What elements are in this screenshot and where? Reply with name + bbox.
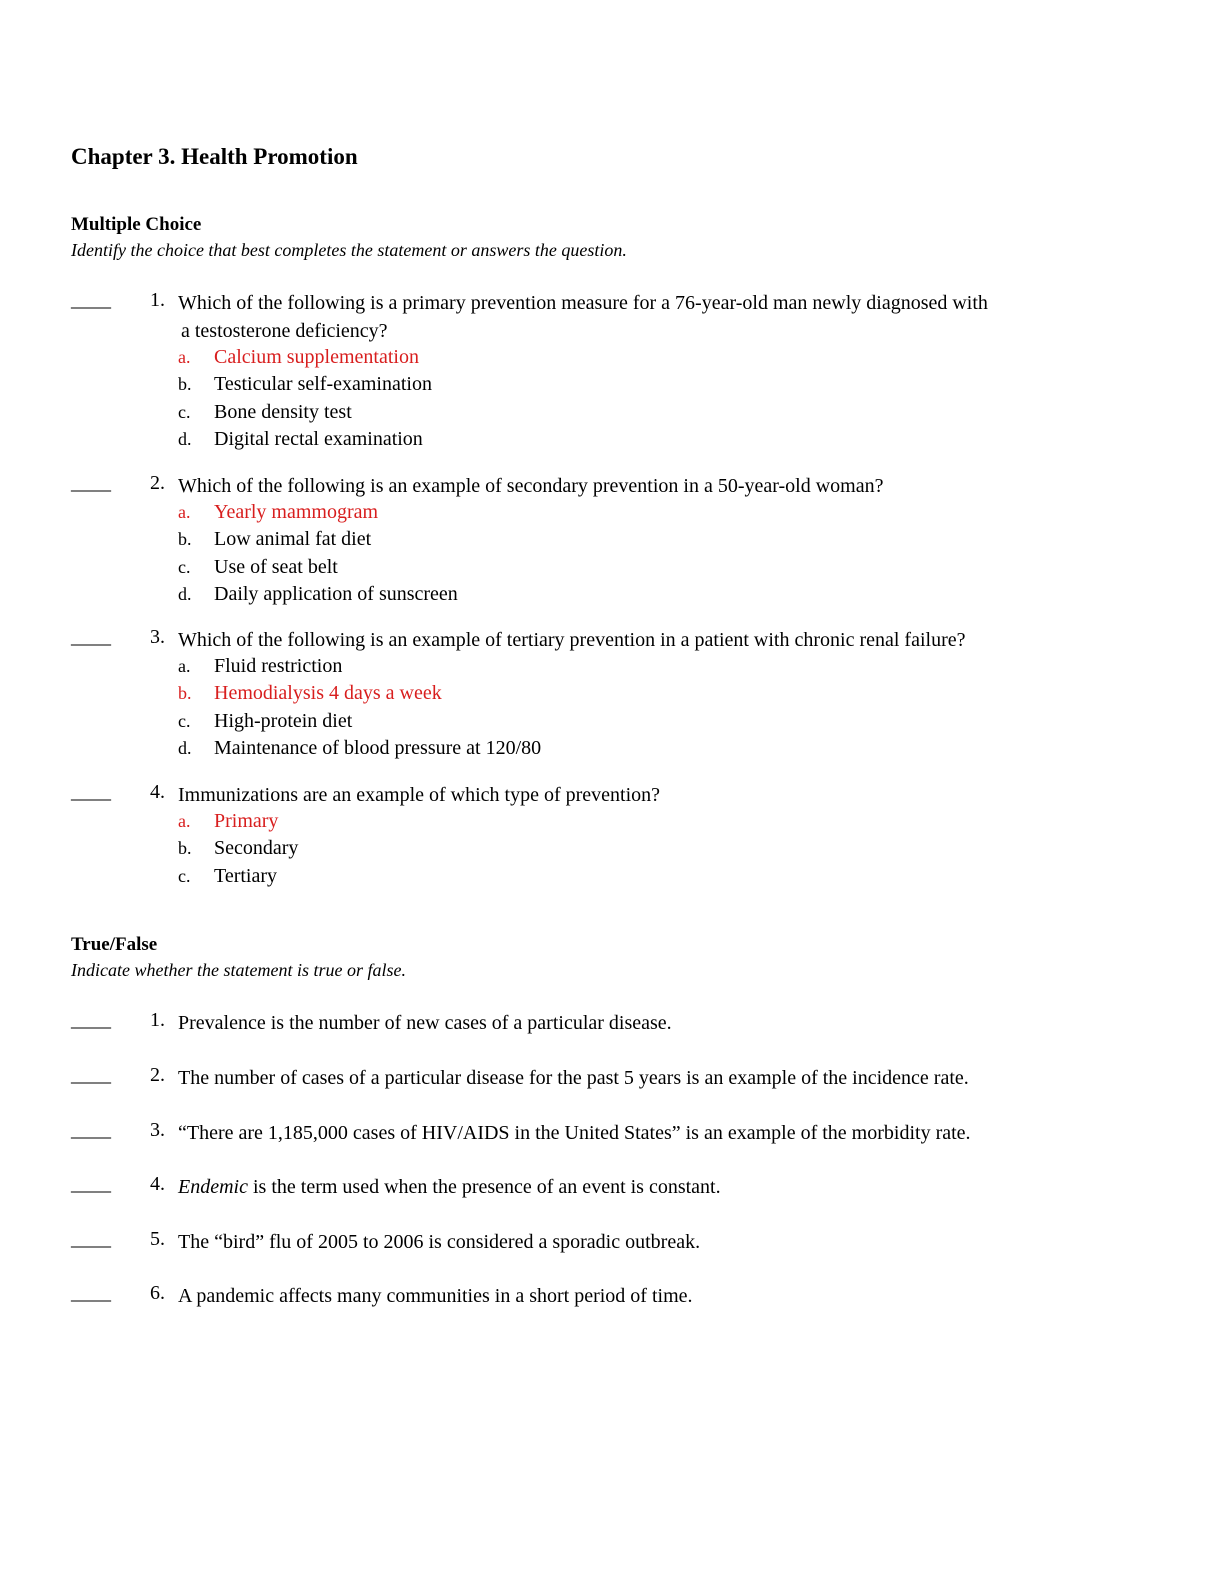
tf-question xyxy=(71,1064,1171,1092)
question-text: The “bird” flu of 2005 to 2006 is considered a sporadic outbreak. xyxy=(178,1231,701,1253)
answer-blank[interactable]: ____ xyxy=(71,1119,111,1141)
option-text: Low animal fat diet xyxy=(214,528,372,551)
option-letter: a. xyxy=(178,502,191,522)
options-list xyxy=(178,808,1078,890)
option-letter: b. xyxy=(178,838,192,859)
options-list xyxy=(178,344,1078,453)
question-line xyxy=(71,472,1171,500)
question-line xyxy=(71,1064,1171,1092)
tf-section-instructions: Indicate whether the statement is true or false. xyxy=(71,960,406,980)
question-text: Which of the following is an example of tertiary prevention in a patient with chronic renal failure? xyxy=(178,629,966,651)
option-letter: c. xyxy=(178,865,191,886)
question-number: 3. xyxy=(150,1119,165,1141)
answer-blank[interactable]: ____ xyxy=(71,781,111,803)
option-text: Daily application of sunscreen xyxy=(214,582,458,605)
option-letter: d. xyxy=(178,583,192,604)
question-line xyxy=(71,1228,1171,1256)
mc-question xyxy=(71,289,1171,450)
option-d[interactable] xyxy=(178,426,1078,453)
question-text: Which of the following is an example of secondary prevention in a 50-year-old woman? xyxy=(178,475,884,497)
question-text: Prevalence is the number of new cases of a particular disease. xyxy=(178,1012,672,1034)
option-text: Bone density test xyxy=(214,400,352,423)
option-a[interactable] xyxy=(178,653,1078,680)
question-number: 1. xyxy=(150,289,165,311)
option-text: Primary xyxy=(214,810,279,832)
answer-blank[interactable]: ____ xyxy=(71,1282,111,1304)
tf-question xyxy=(71,1228,1171,1256)
option-d[interactable] xyxy=(178,735,1078,762)
option-text: High-protein diet xyxy=(214,709,353,732)
option-c[interactable] xyxy=(178,863,1078,890)
question-number: 4. xyxy=(150,1173,165,1195)
options-list xyxy=(178,653,1078,762)
option-letter: a. xyxy=(178,811,191,831)
option-text: Maintenance of blood pressure at 120/80 xyxy=(214,736,542,759)
question-line xyxy=(71,1173,1171,1201)
option-letter: b. xyxy=(178,683,192,704)
option-text: Yearly mammogram xyxy=(214,501,379,523)
answer-blank[interactable]: ____ xyxy=(71,626,111,648)
option-a[interactable] xyxy=(178,344,1078,371)
option-letter: a. xyxy=(178,656,191,676)
mc-section-instructions: Identify the choice that best completes the statement or answers the question. xyxy=(71,240,627,260)
question-text: Which of the following is a primary prevention measure for a 76-year-old man newly diagnosed with xyxy=(178,292,988,314)
question-line xyxy=(71,626,1171,654)
options-list xyxy=(178,499,1078,608)
option-a[interactable] xyxy=(178,808,1078,835)
option-letter: b. xyxy=(178,529,192,550)
question-number: 4. xyxy=(150,781,165,803)
option-letter: d. xyxy=(178,428,192,449)
mc-question xyxy=(71,626,1171,759)
answer-blank[interactable]: ____ xyxy=(71,1064,111,1086)
tf-question xyxy=(71,1282,1171,1310)
answer-blank[interactable]: ____ xyxy=(71,1173,111,1195)
question-text xyxy=(178,1173,1168,1201)
option-letter: a. xyxy=(178,347,191,367)
tf-question xyxy=(71,1119,1171,1147)
tf-question xyxy=(71,1173,1171,1201)
option-text: Tertiary xyxy=(214,864,278,887)
question-number: 1. xyxy=(150,1009,165,1031)
answer-blank[interactable]: ____ xyxy=(71,1009,111,1031)
question-number: 2. xyxy=(150,1064,165,1086)
question-text: Immunizations are an example of which type of prevention? xyxy=(178,784,661,806)
answer-blank[interactable]: ____ xyxy=(71,472,111,494)
option-c[interactable] xyxy=(178,708,1078,735)
option-c[interactable] xyxy=(178,554,1078,581)
option-b[interactable] xyxy=(178,371,1078,398)
question-text-continuation: a testosterone deficiency? xyxy=(181,320,388,342)
question-number: 6. xyxy=(150,1282,165,1304)
answer-blank[interactable]: ____ xyxy=(71,289,111,311)
tf-section-heading: True/False xyxy=(71,934,158,955)
option-text: Testicular self-examination xyxy=(214,373,432,396)
tf-question xyxy=(71,1009,1171,1037)
option-c[interactable] xyxy=(178,399,1078,426)
question-line xyxy=(71,1119,1171,1147)
question-number: 3. xyxy=(150,626,165,648)
option-b[interactable] xyxy=(178,835,1078,862)
option-a[interactable] xyxy=(178,499,1078,526)
option-text: Fluid restriction xyxy=(214,655,343,677)
question-line xyxy=(71,1282,1171,1310)
question-line xyxy=(71,781,1171,809)
question-line-continuation xyxy=(71,317,1171,345)
question-number: 5. xyxy=(150,1228,165,1250)
option-letter: d. xyxy=(178,737,192,758)
question-text: A pandemic affects many communities in a short period of time. xyxy=(178,1285,693,1307)
question-term-italic: Endemic xyxy=(178,1176,248,1198)
option-b[interactable] xyxy=(178,680,1078,707)
option-text: Use of seat belt xyxy=(214,555,338,578)
option-b[interactable] xyxy=(178,526,1078,553)
chapter-title: Chapter 3. Health Promotion xyxy=(71,144,358,169)
question-text: “There are 1,185,000 cases of HIV/AIDS in the United States” is an example of the morbidity rate. xyxy=(178,1122,971,1144)
answer-blank[interactable]: ____ xyxy=(71,1228,111,1250)
question-line xyxy=(71,289,1171,317)
option-letter: c. xyxy=(178,556,191,577)
mc-question xyxy=(71,472,1171,605)
question-text: The number of cases of a particular disease for the past 5 years is an example of the incidence rate. xyxy=(178,1067,969,1089)
question-number: 2. xyxy=(150,472,165,494)
option-letter: c. xyxy=(178,710,191,731)
option-text: Calcium supplementation xyxy=(214,346,419,368)
option-letter: b. xyxy=(178,374,192,395)
option-text: Digital rectal examination xyxy=(214,427,423,450)
option-text: Hemodialysis 4 days a week xyxy=(214,682,442,705)
option-d[interactable] xyxy=(178,581,1078,608)
question-line xyxy=(71,1009,1171,1037)
option-letter: c. xyxy=(178,401,191,422)
option-text: Secondary xyxy=(214,837,299,860)
question-text-rest: is the term used when the presence of an event is constant. xyxy=(247,1176,721,1198)
mc-section-heading: Multiple Choice xyxy=(71,214,202,235)
mc-question xyxy=(71,781,1171,887)
